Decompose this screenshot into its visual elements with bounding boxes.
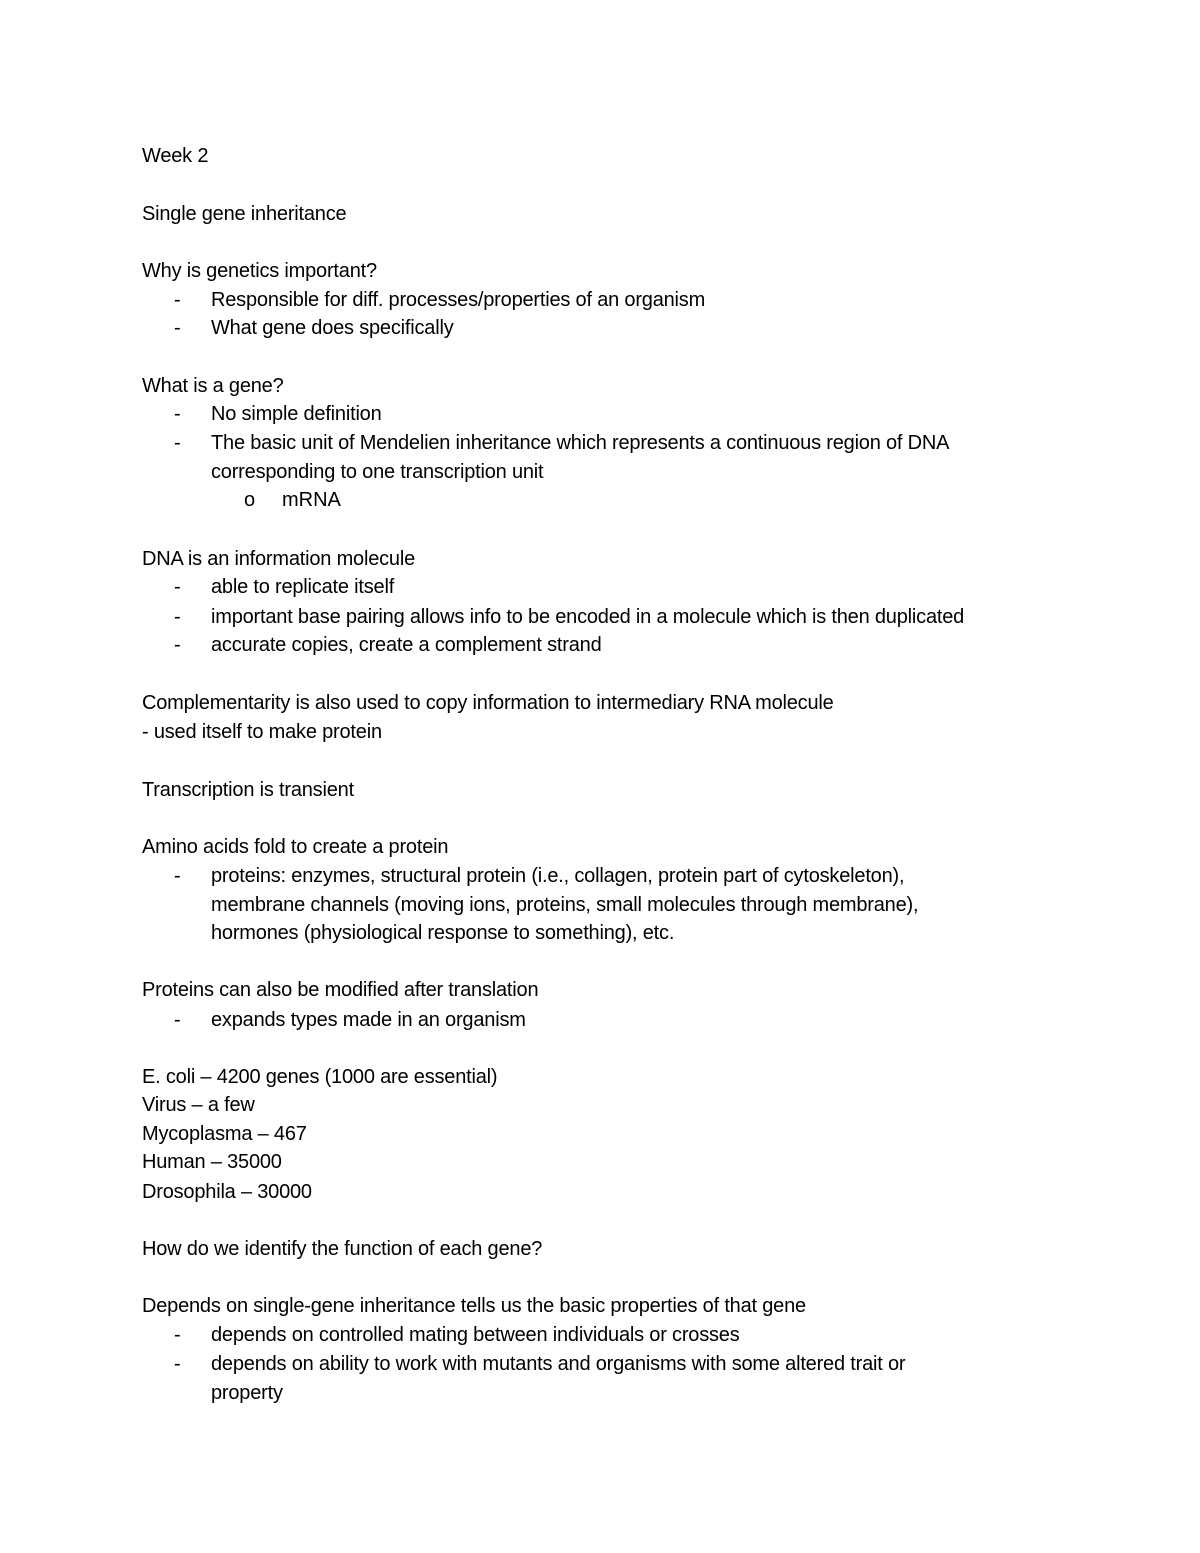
bullet-text-continuation: property [211,1382,283,1404]
bullet-text: What gene does specifically [211,317,454,339]
section-heading: Transcription is transient [142,779,354,801]
bullet-dash: - [174,289,181,311]
bullet-dash: - [174,576,181,598]
bullet-text: Responsible for diff. processes/properties of an organism [211,289,706,311]
bullet-text: able to replicate itself [211,576,395,598]
bullet-text: depends on controlled mating between individuals or crosses [211,1324,740,1346]
bullet-dash: - [174,1353,181,1375]
bullet-dash: - [174,403,181,425]
dash-line: - used itself to make protein [142,721,382,743]
gene-count-line: E. coli – 4200 genes (1000 are essential) [142,1066,498,1088]
bullet-dash: - [174,432,181,454]
topic-heading: Single gene inheritance [142,203,347,225]
section-heading: DNA is an information molecule [142,548,416,570]
bullet-text: proteins: enzymes, structural protein (i.e., collagen, protein part of cytoskeleton), [211,865,905,887]
week-heading: Week 2 [142,145,209,167]
bullet-dash: - [174,1009,181,1031]
section-heading: Depends on single-gene inheritance tells us the basic properties of that gene [142,1295,806,1317]
sub-bullet-marker: o [244,489,256,511]
bullet-text: expands types made in an organism [211,1009,526,1031]
section-heading: Proteins can also be modified after translation [142,979,539,1001]
bullet-dash: - [174,606,181,628]
bullet-dash: - [174,317,181,339]
gene-count-line: Drosophila – 30000 [142,1181,312,1203]
sub-bullet-text: mRNA [282,489,341,511]
section-heading: How do we identify the function of each gene? [142,1238,543,1260]
bullet-dash: - [174,1324,181,1346]
bullet-text: No simple definition [211,403,382,425]
gene-count-line: Virus – a few [142,1094,255,1116]
bullet-text-continuation: corresponding to one transcription unit [211,461,544,483]
section-heading: What is a gene? [142,375,284,397]
bullet-dash: - [174,865,181,887]
bullet-dash: - [174,634,181,656]
bullet-text-continuation: hormones (physiological response to something), etc. [211,922,675,944]
section-heading: Why is genetics important? [142,260,377,282]
gene-count-line: Human – 35000 [142,1151,282,1173]
gene-count-line: Mycoplasma – 467 [142,1123,307,1145]
bullet-text-continuation: membrane channels (moving ions, proteins, small molecules through membrane), [211,894,919,916]
bullet-text: depends on ability to work with mutants and organisms with some altered trait or [211,1353,906,1375]
bullet-text: accurate copies, create a complement strand [211,634,602,656]
section-heading: Amino acids fold to create a protein [142,836,449,858]
section-heading: Complementarity is also used to copy information to intermediary RNA molecule [142,692,834,714]
bullet-text: The basic unit of Mendelien inheritance which represents a continuous region of DNA [211,432,950,454]
bullet-text: important base pairing allows info to be encoded in a molecule which is then duplicated [211,606,965,628]
